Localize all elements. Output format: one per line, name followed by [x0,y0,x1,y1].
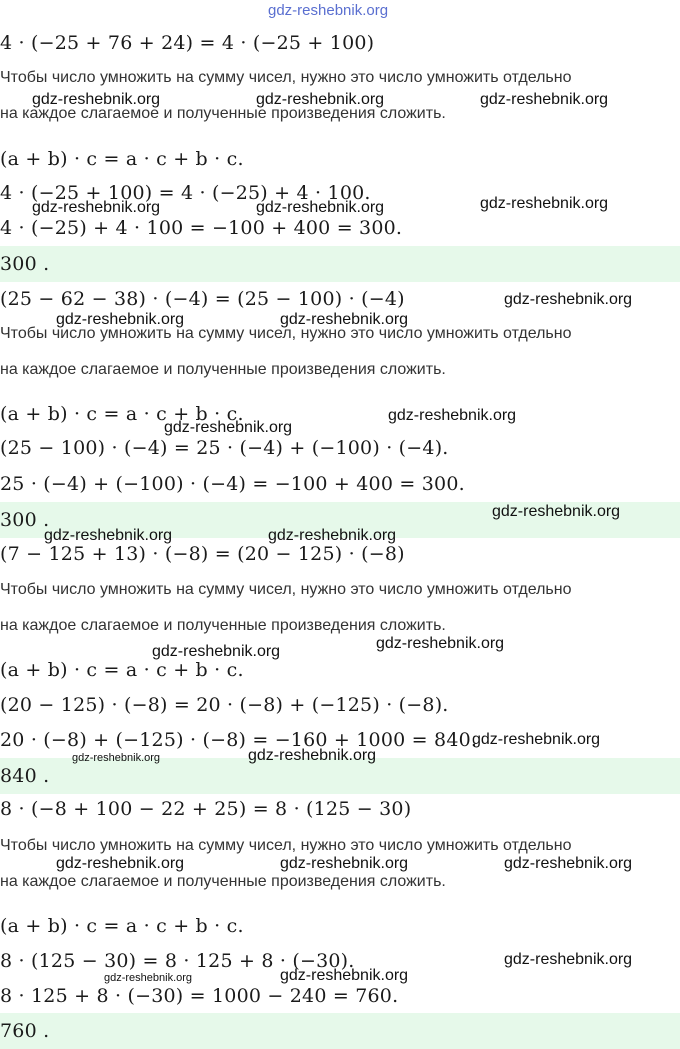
watermark: gdz-reshebnik.org [256,91,385,108]
ex1-answer: 300 . [0,253,50,275]
answer-band [0,1013,680,1049]
ex2-step-2: 25 · (−4) + (−100) · (−4) = −100 + 400 = 300. [0,473,465,495]
ex4-expression: 8 · (−8 + 100 − 22 + 25) = 8 · (125 − 30) [0,798,412,820]
ex2-rule-line-1: Чтобы число умножить на сумму чисел, нужно это число умножить отдельно [0,325,572,342]
watermark: gdz-reshebnik.org [504,291,633,308]
watermark: gdz-reshebnik.org [280,311,409,328]
watermark: gdz-reshebnik.org [268,527,397,544]
watermark: gdz-reshebnik.org [480,195,609,212]
ex3-rule-line-2: на каждое слагаемое и полученные произведения сложить. [0,617,446,634]
watermark: gdz-reshebnik.org [280,855,409,872]
watermark: gdz-reshebnik.org [164,419,293,436]
ex4-rule-line-1: Чтобы число умножить на сумму чисел, нужно это число умножить отдельно [0,837,572,854]
watermark: gdz-reshebnik.org [56,311,185,328]
watermark: gdz-reshebnik.org [268,2,389,19]
watermark: gdz-reshebnik.org [376,635,505,652]
watermark: gdz-reshebnik.org [388,407,517,424]
watermark: gdz-reshebnik.org [492,503,621,520]
ex2-formula: (a + b) · c = a · c + b · c. [0,403,244,425]
ex3-step-1: (20 − 125) · (−8) = 20 · (−8) + (−125) · (−8). [0,694,449,716]
ex1-step-1: 4 · (−25 + 100) = 4 · (−25) + 4 · 100. [0,182,371,204]
ex1-formula: (a + b) · c = a · c + b · c. [0,148,244,170]
watermark: gdz-reshebnik.org [504,855,633,872]
ex1-expression: 4 · (−25 + 76 + 24) = 4 · (−25 + 100) [0,32,375,54]
ex3-step-2: 20 · (−8) + (−125) · (−8) = −160 + 1000 = 840. [0,729,478,751]
watermark: gdz-reshebnik.org [32,91,161,108]
ex4-formula: (a + b) · c = a · c + b · c. [0,915,244,937]
watermark: gdz-reshebnik.org [472,731,601,748]
ex1-rule-line-2: на каждое слагаемое и полученные произведения сложить. [0,105,446,122]
watermark: gdz-reshebnik.org [504,951,633,968]
watermark: gdz-reshebnik.org [248,747,377,764]
watermark: gdz-reshebnik.org [256,199,385,216]
watermark: gdz-reshebnik.org [152,643,281,660]
watermark: gdz-reshebnik.org [56,855,185,872]
watermark: gdz-reshebnik.org [72,752,161,764]
answer-band [0,246,680,282]
ex1-rule-line-1: Чтобы число умножить на сумму чисел, нужно это число умножить отдельно [0,69,572,86]
ex3-answer: 840 . [0,765,50,787]
ex4-step-1: 8 · (125 − 30) = 8 · 125 + 8 · (−30). [0,950,355,972]
ex2-rule-line-2: на каждое слагаемое и полученные произведения сложить. [0,361,446,378]
watermark: gdz-reshebnik.org [104,972,193,984]
watermark: gdz-reshebnik.org [44,527,173,544]
watermark: gdz-reshebnik.org [32,199,161,216]
watermark: gdz-reshebnik.org [480,91,609,108]
ex2-step-1: (25 − 100) · (−4) = 25 · (−4) + (−100) · (−4). [0,437,449,459]
ex4-answer: 760 . [0,1020,50,1042]
watermark: gdz-reshebnik.org [280,967,409,984]
ex3-formula: (a + b) · c = a · c + b · c. [0,659,244,681]
ex3-expression: (7 − 125 + 13) · (−8) = (20 − 125) · (−8) [0,543,405,565]
ex4-rule-line-2: на каждое слагаемое и полученные произведения сложить. [0,873,446,890]
ex4-step-2: 8 · 125 + 8 · (−30) = 1000 − 240 = 760. [0,985,399,1007]
ex2-answer: 300 . [0,509,50,531]
ex1-step-2: 4 · (−25) + 4 · 100 = −100 + 400 = 300. [0,217,403,239]
ex3-rule-line-1: Чтобы число умножить на сумму чисел, нужно это число умножить отдельно [0,581,572,598]
ex2-expression: (25 − 62 − 38) · (−4) = (25 − 100) · (−4) [0,288,405,310]
